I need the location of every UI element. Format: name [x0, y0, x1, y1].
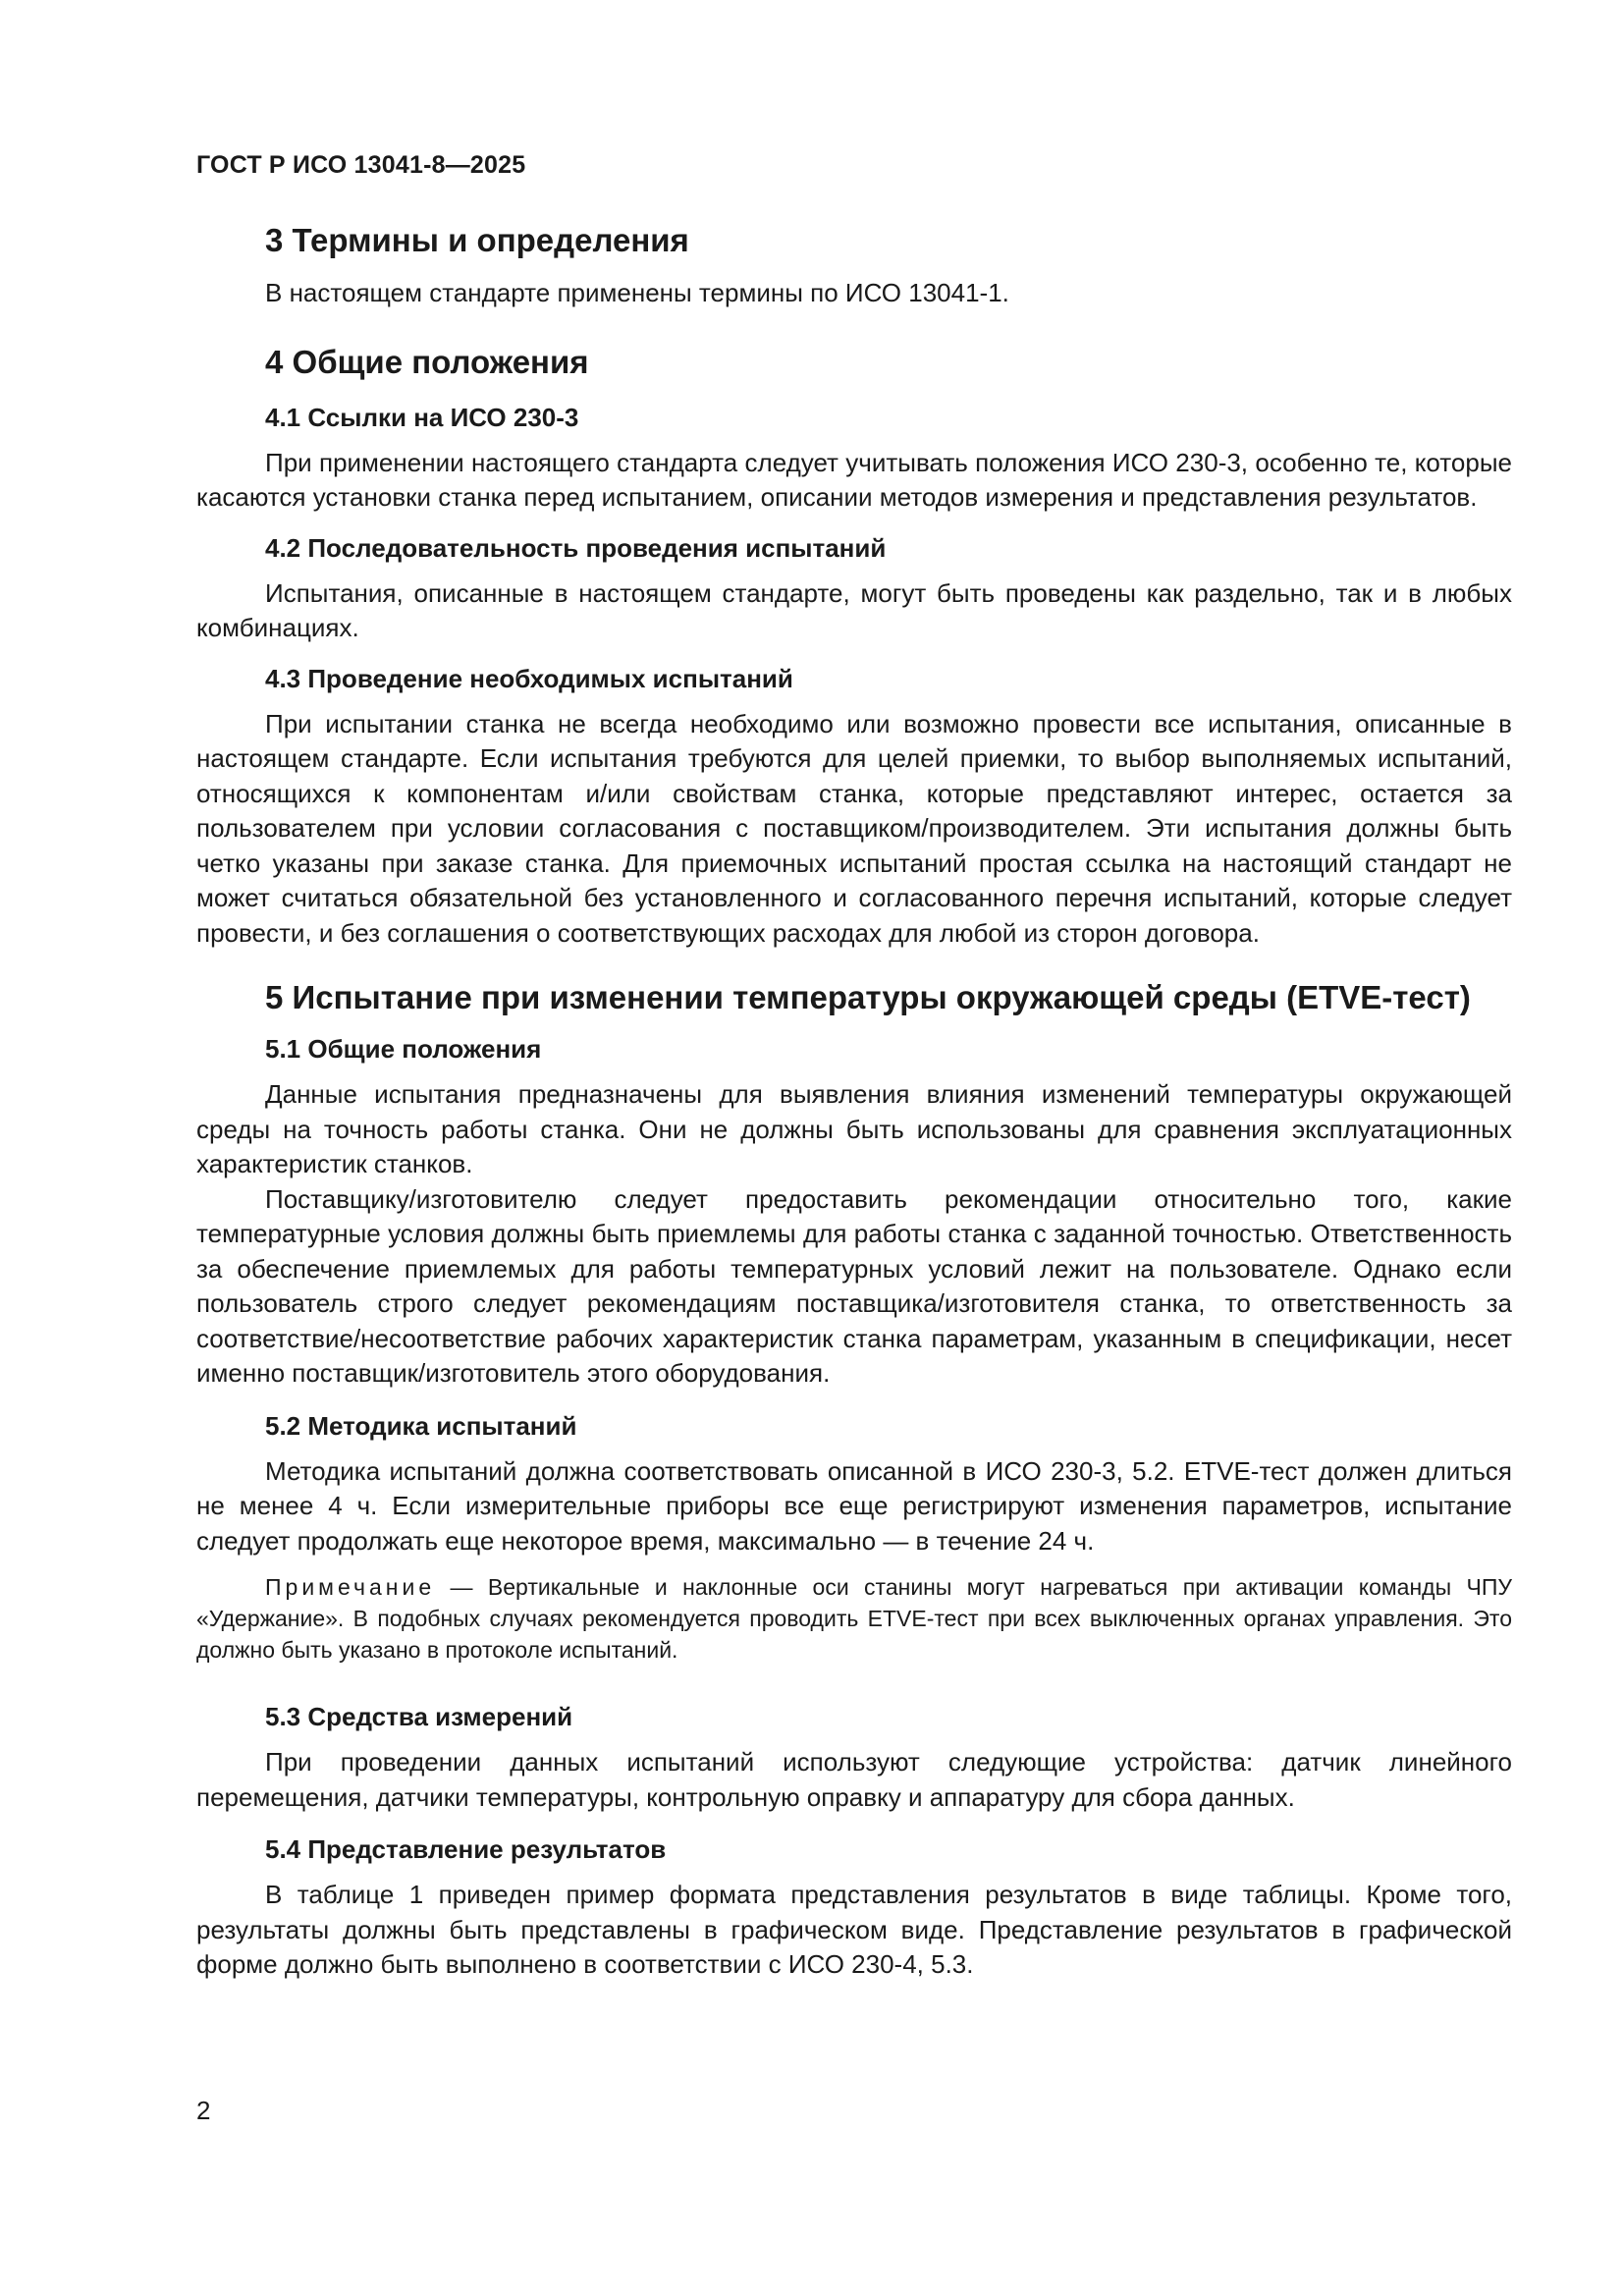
section-5-1-paragraph-2: Поставщику/изготовителю следует предоставить рекомендации относительно того, какие температурные условия должны быть приемлемы для работы станка с заданной точностью. Ответственность за обеспечение приемлемых для работы температурных условий лежит на пользователе. Однако если пользователь строго следует рекомендациям поставщика/изготовителя станка, то ответственность за соответствие/несоответствие рабочих характеристик станка параметрам, указанным в спецификации, несет именно поставщик/изготовитель этого оборудования.: [196, 1183, 1512, 1388]
note: [196, 1571, 1512, 1666]
section-5-1-title: 5.1 Общие положения: [265, 1034, 542, 1064]
section-5-4-paragraph: В таблице 1 приведен пример формата представления результатов в виде таблицы. Кроме того, результаты должны быть представлены в графическом виде. Представление результатов в графической форме должно быть выполнено в соответствии с ИСО 230-4, 5.3.: [196, 1880, 1512, 1979]
note-text: — Вертикальные и наклонные оси станины могут нагреваться при активации команды ЧПУ «Удержание». В подобных случаях рекомендуется проводить ETVE-тест при всех выключенных органах управления. Это должно быть указано в протоколе испытаний.: [196, 1574, 1512, 1663]
section-3-title: 3 Термины и определения: [265, 222, 689, 258]
document-header: ГОСТ Р ИСО 13041-8—2025: [196, 151, 526, 179]
section-4-1-paragraph: При применении настоящего стандарта следует учитывать положения ИСО 230-3, особенно те, которые касаются установки станка перед испытанием, описании методов измерения и представления результатов.: [196, 447, 1512, 512]
section-4-3-paragraph: При испытании станка не всегда необходимо или возможно провести все испытания, описанные в настоящем стандарте. Если испытания требуются для целей приемки, то выбор выполняемых испытаний, относящихся к компонентам и/или свойствам станка, которые представляют интерес, остается за пользователем при условии согласования с поставщиком/производителем. Эти испытания должны быть четко указаны при заказе станка. Для приемочных испытаний простая ссылка на настоящий стандарт не может считаться обязательной без установленного и согласованного перечня испытаний, которые следует провести, и без соглашения о соответствующих расходах для любой из сторон договора.: [196, 708, 1512, 948]
section-5-1-paragraph-1: Данные испытания предназначены для выявления влияния изменений температуры окружающей среды на точность работы станка. Они не должны быть использованы для сравнения эксплуатационных характеристик станков.: [196, 1079, 1512, 1178]
section-5-title: 5 Испытание при изменении температуры окружающей среды (ETVE-тест): [265, 979, 1471, 1015]
section-4-2-paragraph: Испытания, описанные в настоящем стандарте, могут быть проведены как раздельно, так и в любых комбинациях.: [196, 577, 1512, 642]
section-5-4-title: 5.4 Представление результатов: [265, 1834, 667, 1864]
section-4-2-title: 4.2 Последовательность проведения испытаний: [265, 532, 887, 563]
section-4-1-title: 4.1 Ссылки на ИСО 230-3: [265, 402, 579, 432]
section-5-2-title: 5.2 Методика испытаний: [265, 1410, 577, 1441]
note-label: Примечание: [265, 1574, 436, 1600]
section-4-3-title: 4.3 Проведение необходимых испытаний: [265, 663, 793, 693]
document-body: [196, 218, 1512, 1983]
section-4-title: 4 Общие положения: [265, 343, 589, 380]
page-number: 2: [196, 2096, 211, 2125]
section-5-2-paragraph: Методика испытаний должна соответствовать описанной в ИСО 230-3, 5.2. ETVE-тест должен длиться не менее 4 ч. Если измерительные приборы все еще регистрируют изменения параметров, испытание следует продолжать еще некоторое время, максимально — в течение 24 ч.: [196, 1455, 1512, 1556]
section-3-paragraph: В настоящем стандарте применены термины по ИСО 13041-1.: [265, 278, 1009, 307]
section-5-3-paragraph: При проведении данных испытаний используют следующие устройства: датчик линейного перемещения, датчики температуры, контрольную оправку и аппаратуру для сбора данных.: [196, 1747, 1512, 1812]
section-5-3-title: 5.3 Средства измерений: [265, 1702, 573, 1731]
